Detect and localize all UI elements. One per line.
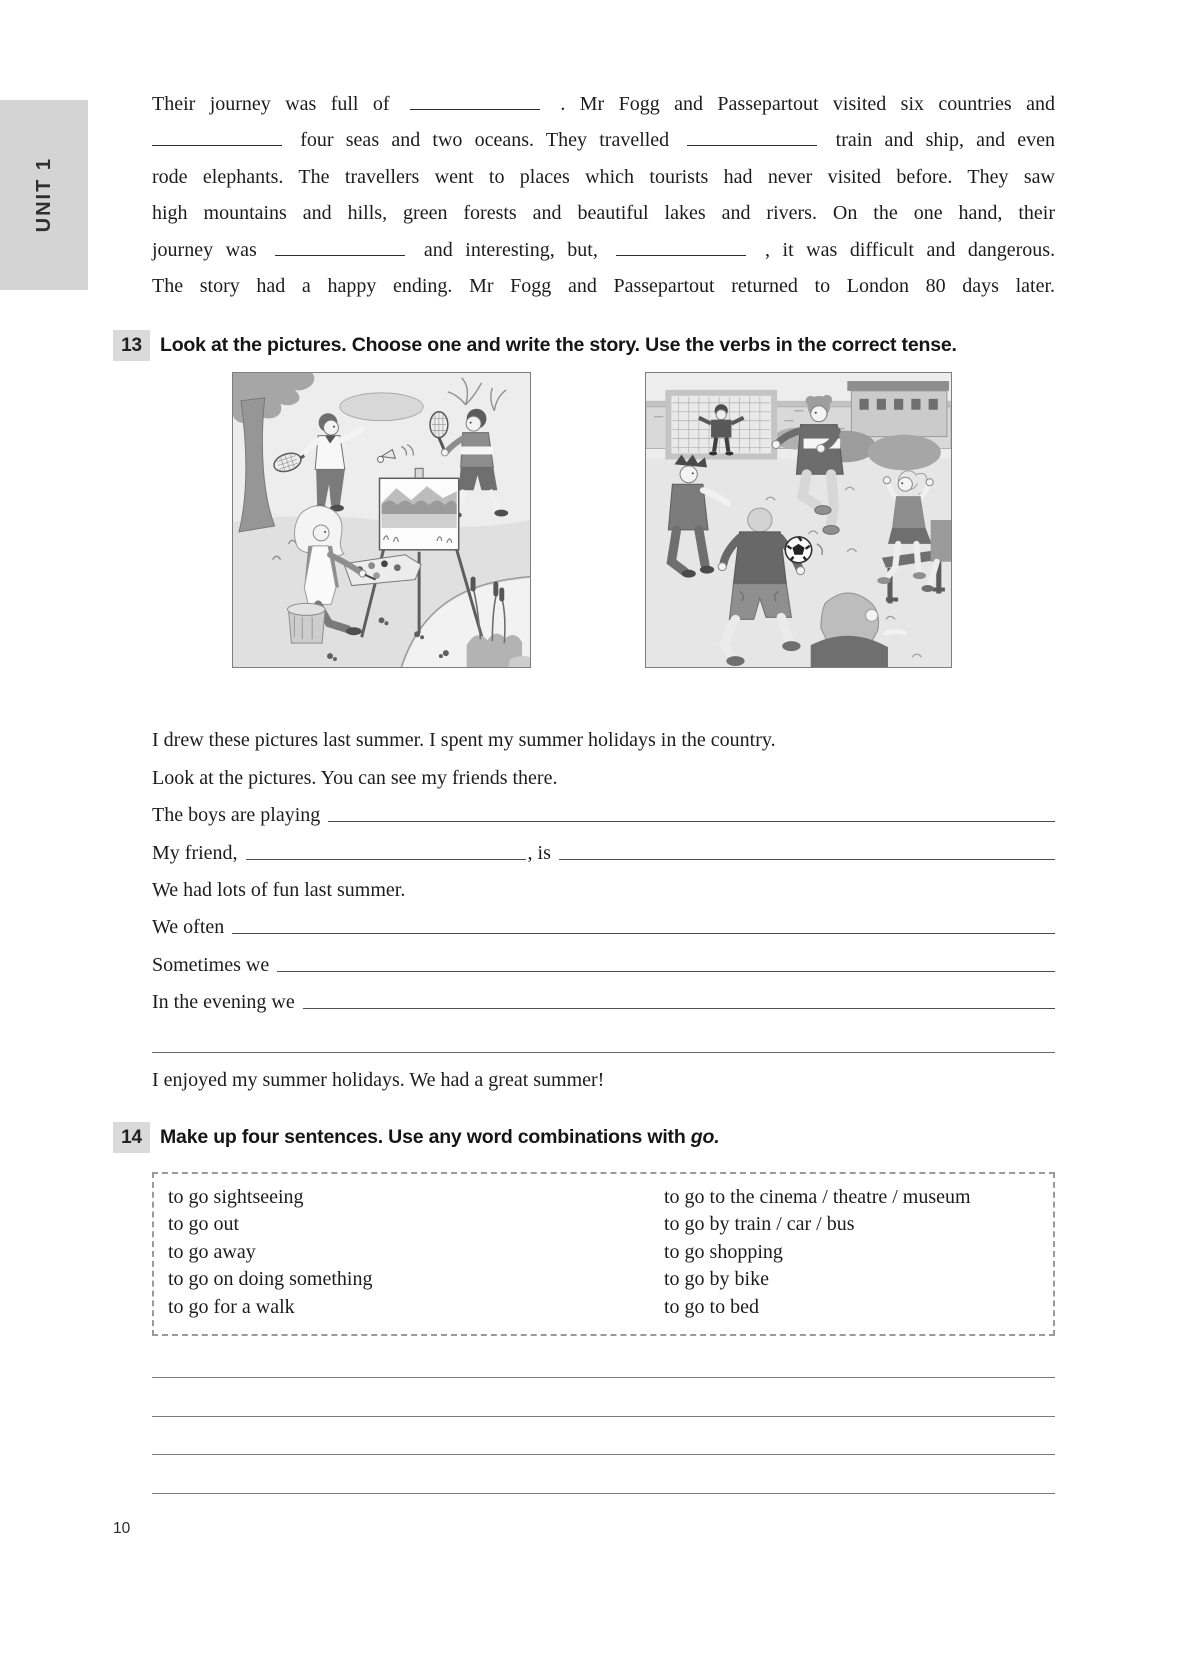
word-item: to go for a walk	[168, 1295, 295, 1318]
story-text: I drew these pictures last summer. I spent my summer holidays in the country.	[152, 729, 776, 752]
exercise-14-title-text: Make up four sentences. Use any word combinations with	[160, 1126, 691, 1148]
intro-line-6	[152, 268, 1055, 304]
write-in-line	[303, 1008, 1055, 1009]
word-item: to go to the cinema / theatre / museum	[664, 1186, 971, 1208]
intro-text: train and ship, and even	[835, 129, 1056, 152]
word-item: to go by train / car / bus	[664, 1213, 855, 1236]
intro-text: four seas and two oceans. They travelled	[300, 129, 670, 152]
answer-lines	[152, 1340, 1055, 1494]
intro-paragraph	[152, 86, 1055, 304]
story-text: I enjoyed my summer holidays. We had a great summer!	[152, 1069, 605, 1092]
word-combinations-box	[152, 1172, 1055, 1336]
word-item: to go on doing something	[168, 1268, 373, 1291]
write-in-blank	[152, 132, 282, 146]
story-text: The boys are playing	[152, 804, 321, 827]
write-in-line	[277, 971, 1055, 972]
story-text: Sometimes we	[152, 953, 270, 976]
intro-text: high mountains and hills, green forests and beautiful lakes and rivers. On the one hand, their	[152, 202, 1055, 225]
write-in-line	[328, 821, 1055, 822]
intro-line-2	[152, 122, 1055, 158]
story-section	[152, 719, 1055, 1096]
intro-text: Their journey was full of	[152, 93, 390, 115]
word-item: to go by bike	[664, 1268, 769, 1291]
unit-label: UNIT 1	[32, 157, 55, 233]
exercise-14-title-italic: go.	[690, 1126, 720, 1148]
story-text: My friend,	[152, 841, 238, 864]
write-in-blank	[410, 96, 540, 110]
exercise-13-heading	[113, 330, 1063, 361]
write-in-line-full	[152, 1455, 1055, 1493]
story-line	[152, 869, 1055, 906]
page-number: 10	[113, 1520, 131, 1537]
story-line	[152, 794, 1055, 831]
write-in-line	[232, 933, 1055, 934]
word-box-right-column	[664, 1184, 1053, 1334]
intro-line-5	[152, 232, 1055, 268]
write-in-blank	[616, 242, 746, 256]
exercise-14-title	[160, 1122, 719, 1149]
intro-text: rode elephants. The travellers went to places which tourists had never visited before. They saw	[152, 165, 1055, 188]
intro-line-3	[152, 159, 1055, 195]
word-item: to go shopping	[664, 1240, 783, 1263]
word-item: to go out	[168, 1213, 240, 1236]
write-in-line-full	[152, 1018, 1055, 1053]
badminton-painting-illustration	[233, 373, 530, 667]
football-illustration	[646, 373, 951, 667]
intro-text: and interesting, but,	[423, 238, 598, 261]
intro-text: . Mr Fogg and Passepartout visited six countries and	[560, 93, 1055, 115]
write-in-line	[559, 859, 1055, 860]
exercise-number-badge: 13	[113, 330, 150, 361]
word-box-left-column	[168, 1184, 664, 1334]
story-text: We had lots of fun last summer.	[152, 878, 406, 901]
story-text: We often	[152, 916, 225, 939]
word-item: to go to bed	[664, 1295, 759, 1318]
picture-football	[645, 372, 952, 668]
intro-line-4	[152, 195, 1055, 231]
exercise-13-pictures	[232, 372, 952, 668]
intro-text: , it was difficult and dangerous.	[764, 238, 1056, 261]
story-text: Look at the pictures. You can see my friends there.	[152, 766, 558, 789]
word-item: to go away	[168, 1240, 256, 1263]
write-in-blank	[687, 132, 817, 146]
intro-line-1	[152, 86, 1055, 122]
word-item: to go sightseeing	[168, 1186, 304, 1208]
story-text: , is	[527, 841, 551, 864]
write-in-line-full	[152, 1340, 1055, 1378]
story-line	[152, 906, 1055, 943]
story-line	[152, 831, 1055, 868]
story-closing-line	[152, 1058, 1055, 1096]
intro-text: journey was	[152, 238, 257, 261]
intro-text: The story had a happy ending. Mr Fogg and Passepartout returned to London 80 days later.	[152, 275, 1055, 298]
story-line	[152, 719, 1055, 756]
exercise-14-heading	[113, 1122, 1063, 1153]
story-line	[152, 981, 1055, 1018]
exercise-13-title: Look at the pictures. Choose one and write the story. Use the verbs in the correct tense.	[160, 334, 957, 356]
exercise-number-badge: 14	[113, 1122, 150, 1153]
write-in-line	[246, 859, 526, 860]
unit-tab	[0, 100, 88, 290]
write-in-line-full	[152, 1417, 1055, 1455]
story-line	[152, 756, 1055, 793]
story-text: In the evening we	[152, 991, 295, 1014]
write-in-line-full	[152, 1378, 1055, 1416]
picture-badminton-painting	[232, 372, 531, 668]
story-line	[152, 943, 1055, 980]
write-in-blank	[275, 242, 405, 256]
